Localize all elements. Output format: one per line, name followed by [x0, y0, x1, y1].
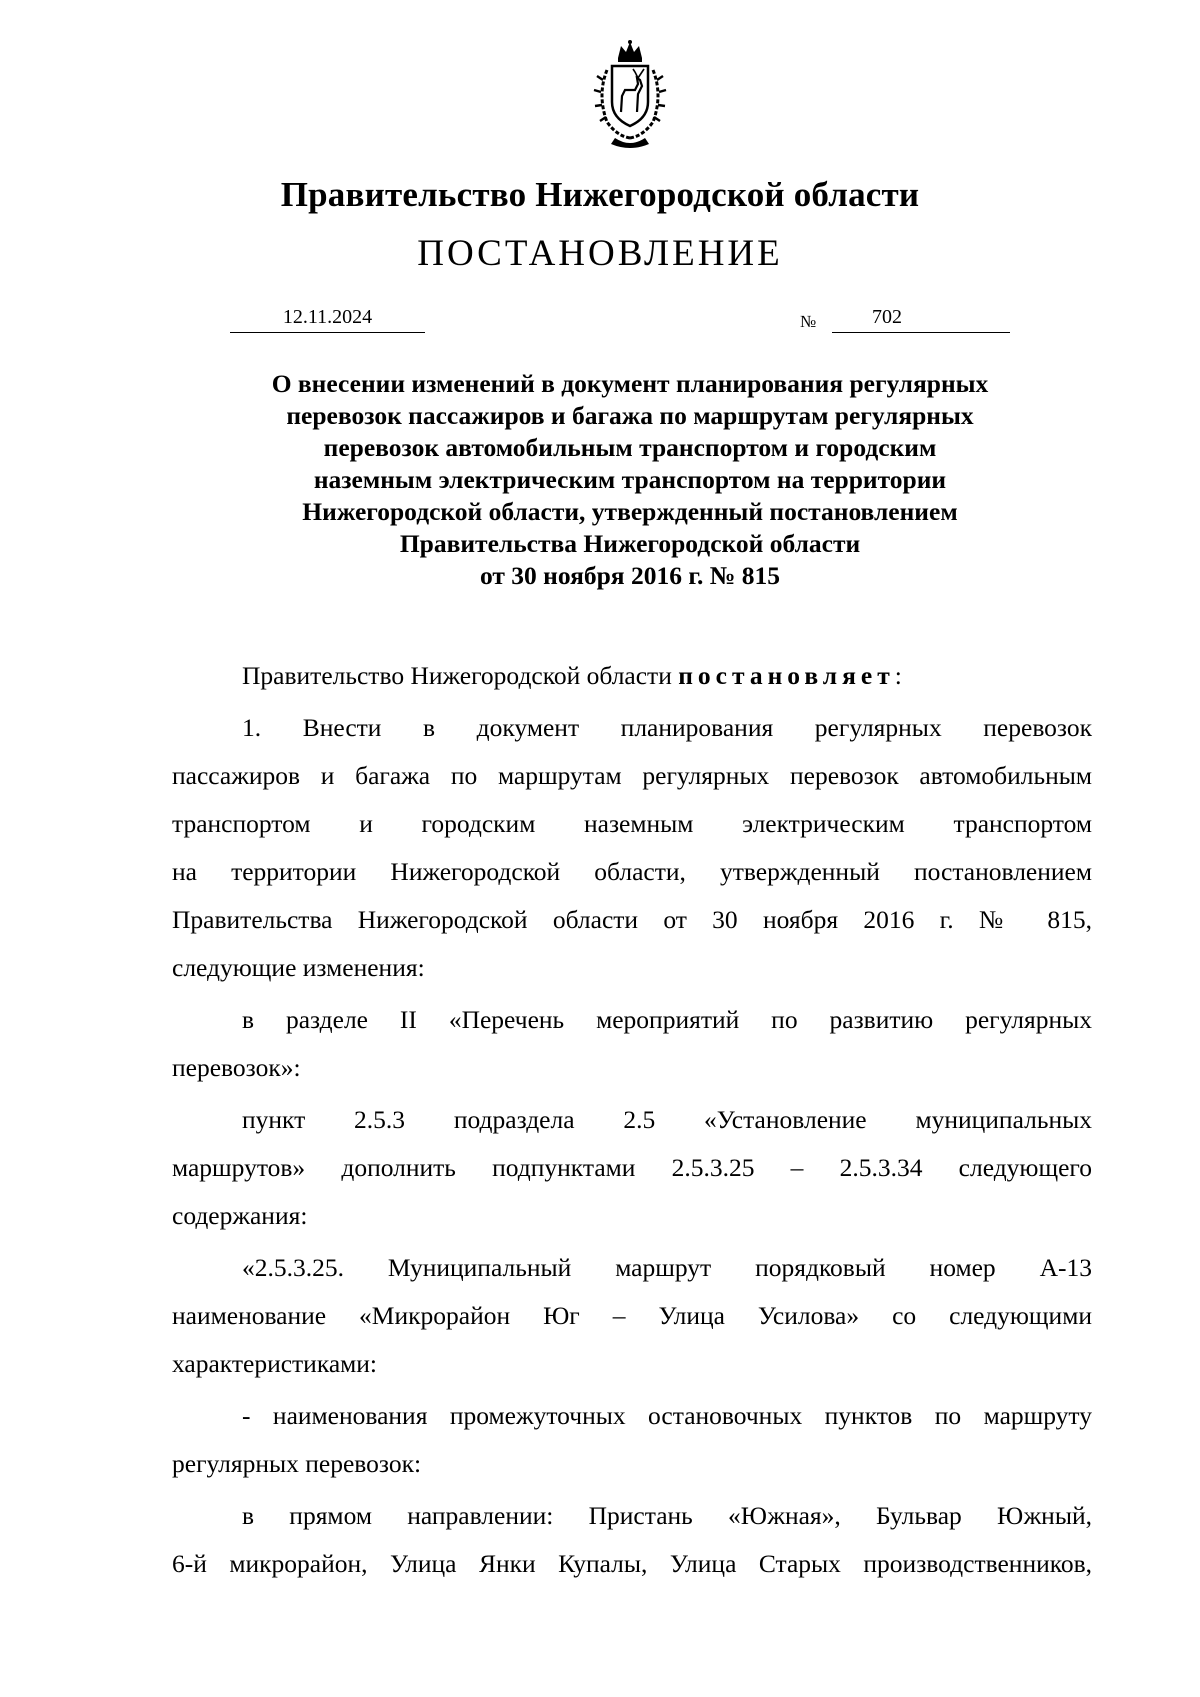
body-line: на территории Нижегородской области, утвержденный постановлением — [172, 857, 1092, 886]
preamble-colon: : — [894, 661, 902, 690]
subject-line: Правительства Нижегородской области — [399, 529, 861, 558]
body-line: перевозок»: — [172, 1053, 301, 1082]
document-subject — [200, 368, 1060, 592]
body-line: маршрутов» дополнить подпунктами 2.5.3.25 – 2.5.3.34 следующего — [172, 1153, 1092, 1182]
document-type: ПОСТАНОВЛЕНИЕ — [417, 233, 783, 274]
body-line: 6-й микрорайон, Улица Янки Купалы, Улица Старых производственников, — [172, 1549, 1092, 1578]
body-line: характеристиками: — [172, 1349, 378, 1378]
body-line: - наименования промежуточных остановочных пунктов по маршруту — [242, 1401, 1092, 1430]
coat-of-arms-icon — [585, 40, 675, 150]
document-number-field — [832, 306, 1010, 333]
organization-title: Правительство Нижегородской области — [280, 175, 920, 214]
body-line: транспортом и городским наземным электрическим транспортом — [172, 809, 1092, 838]
subject-line: О внесении изменений в документ планирования регулярных — [271, 369, 989, 398]
body-line: Правительства Нижегородской области от 30 ноября 2016 г. № 815, — [172, 905, 1092, 934]
preamble-text: Правительство Нижегородской области — [242, 661, 679, 690]
body-line: наименование «Микрорайон Юг – Улица Усилова» со следующими — [172, 1301, 1092, 1330]
preamble — [172, 652, 1092, 700]
subject-line: перевозок пассажиров и багажа по маршрутам регулярных — [286, 401, 974, 430]
document-body — [172, 652, 1092, 1588]
body-line: в прямом направлении: Пристань «Южная», Бульвар Южный, — [242, 1501, 1092, 1530]
subject-line: наземным электрическим транспортом на территории — [313, 465, 947, 494]
number-label: № — [800, 312, 817, 331]
subject-line: перевозок автомобильным транспортом и городским — [323, 433, 937, 462]
document-number: 702 — [872, 306, 902, 328]
subject-line: Нижегородской области, утвержденный постановлением — [302, 497, 958, 526]
body-line: содержания: — [172, 1201, 308, 1230]
subject-line: от 30 ноября 2016 г. № 815 — [479, 561, 781, 590]
body-line: пассажиров и багажа по маршрутам регулярных перевозок автомобильным — [172, 761, 1092, 790]
body-line: пункт 2.5.3 подраздела 2.5 «Установление муниципальных — [242, 1105, 1092, 1134]
body-line: регулярных перевозок: — [172, 1449, 422, 1478]
preamble-resolves: постановляет — [678, 661, 895, 690]
body-line: 1. Внести в документ планирования регулярных перевозок — [242, 713, 1092, 742]
document-date: 12.11.2024 — [230, 306, 425, 333]
body-line: «2.5.3.25. Муниципальный маршрут порядковый номер А-13 — [242, 1253, 1092, 1282]
body-line: в разделе II «Перечень мероприятий по развитию регулярных — [242, 1005, 1092, 1034]
body-line: следующие изменения: — [172, 953, 425, 982]
